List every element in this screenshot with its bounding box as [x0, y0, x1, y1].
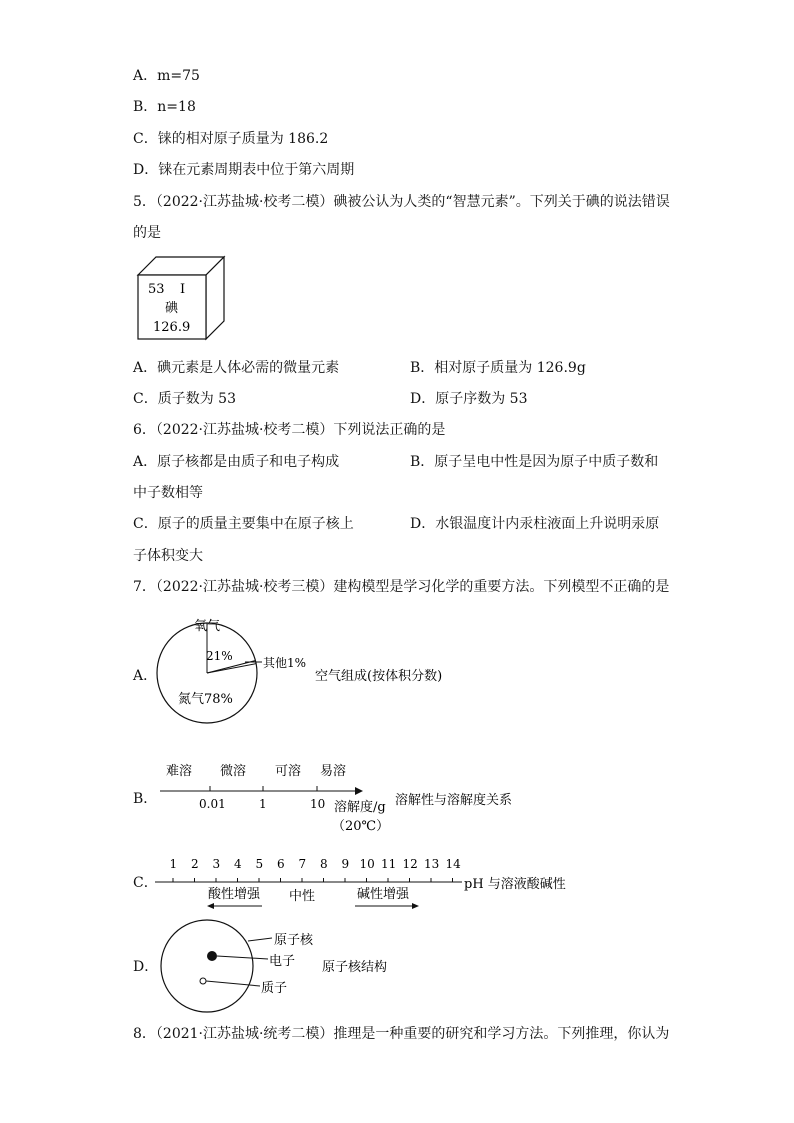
base-label: 碱性增强	[357, 887, 410, 902]
q7-option-b-letter: B．	[133, 791, 158, 807]
proton-label: 质子	[261, 981, 288, 996]
q5-stem-line1: 5．（2022·江苏盐城·校考二模）碘被公认为人类的“智慧元素”。下列关于碘的说法错误	[133, 194, 670, 210]
region-nanrong: 难溶	[166, 764, 193, 779]
ph-number-10: 10	[359, 857, 375, 871]
other-label: 其他1%	[263, 656, 307, 670]
q6-option-b-line1: B．原子呈电中性是因为原子中质子数和	[410, 454, 659, 470]
ph-number-14: 14	[445, 857, 461, 871]
proton-dot	[200, 978, 206, 984]
nitrogen-label: 氮气78%	[178, 692, 233, 707]
q7-stem: 7．（2022·江苏盐城·校考三模）建构模型是学习化学的重要方法。下列模型不正确的是	[133, 579, 670, 595]
ph-number-7: 7	[298, 857, 307, 871]
q5-option-a: A．碘元素是人体必需的微量元素	[133, 360, 340, 376]
ph-number-11: 11	[381, 857, 397, 871]
q7-option-d-letter: D．	[133, 959, 159, 975]
q6-option-c: C．原子的质量主要集中在原子核上	[133, 516, 354, 532]
q4-option-d: D．铼在元素周期表中位于第六周期	[133, 162, 355, 178]
atom-outline	[161, 920, 253, 1012]
ph-number-13: 13	[424, 857, 440, 871]
nucleus-leader	[248, 938, 272, 941]
element-name: 碘	[165, 301, 179, 316]
q5-option-d: D．原子序数为 53	[410, 391, 528, 407]
q6-option-a: A．原子核都是由质子和电子构成	[133, 454, 340, 470]
q6-option-b-line2: 中子数相等	[133, 485, 203, 501]
ph-number-12: 12	[402, 857, 418, 871]
air-composition-pie-chart	[150, 610, 480, 730]
element-mass: 126.9	[153, 320, 191, 335]
element-card-iodine	[136, 255, 228, 341]
base-arrow-head	[412, 903, 419, 909]
q8-stem: 8．（2021·江苏盐城·统考二模）推理是一种重要的研究和学习方法。下列推理，你认为	[133, 1026, 670, 1042]
ph-number-1: 1	[169, 857, 178, 871]
acid-label: 酸性增强	[208, 887, 261, 902]
element-symbol: I	[180, 282, 186, 297]
axis-label-solubility: 溶解度/g	[334, 800, 386, 815]
ph-number-9: 9	[341, 857, 350, 871]
oxygen-pct-label: 21%	[206, 649, 233, 663]
axis-temp-label: （20℃）	[332, 819, 390, 834]
ph-number-8: 8	[320, 857, 328, 871]
pie-caption: 空气组成(按体积分数)	[315, 669, 443, 684]
q4-option-b: B．n=18	[133, 99, 196, 115]
acid-arrow-head	[207, 903, 214, 909]
ph-number-6: 6	[277, 857, 285, 871]
tick-label-10: 10	[310, 797, 326, 811]
element-number: 53	[148, 282, 165, 297]
ph-number-3: 3	[212, 857, 221, 871]
oxygen-label: 氧气	[194, 619, 221, 634]
q7-option-c-letter: C．	[133, 875, 158, 891]
nucleus-dot	[207, 951, 217, 961]
ph-number-4: 4	[234, 857, 242, 871]
solubility-axis-arrow	[355, 787, 363, 795]
neutral-label: 中性	[289, 889, 316, 904]
q4-option-c: C．铼的相对原子质量为 186.2	[133, 131, 329, 147]
q6-option-d-line1: D．水银温度计内汞柱液面上升说明汞原	[410, 516, 660, 532]
q6-option-d-line2: 子体积变大	[133, 548, 203, 564]
nucleus-structure-diagram	[150, 916, 430, 1016]
nucleus-caption: 原子核结构	[322, 960, 388, 975]
region-kerong: 可溶	[275, 764, 302, 779]
nucleus-label: 原子核	[274, 933, 314, 948]
region-yirong: 易溶	[320, 764, 347, 779]
electron-label: 电子	[269, 954, 296, 969]
q5-option-c: C．质子数为 53	[133, 391, 236, 407]
region-weirong: 微溶	[220, 764, 247, 779]
solubility-caption: 溶解性与溶解度关系	[395, 793, 513, 808]
tick-label-1: 1	[259, 797, 267, 811]
q5-option-b: B．相对原子质量为 126.9g	[410, 360, 586, 376]
tick-label-001: 0.01	[199, 797, 226, 811]
q5-stem-line2: 的是	[133, 225, 161, 241]
solubility-diagram	[150, 758, 530, 840]
ph-scale-diagram	[150, 852, 590, 914]
ph-number-5: 5	[255, 857, 264, 871]
ph-number-2: 2	[191, 857, 199, 871]
q7-option-a-letter: A．	[133, 668, 158, 684]
ph-caption: pH 与溶液酸碱性	[464, 877, 566, 892]
q6-stem: 6．（2022·江苏盐城·校考二模）下列说法正确的是	[133, 422, 446, 438]
q4-option-a: A．m=75	[133, 68, 200, 84]
